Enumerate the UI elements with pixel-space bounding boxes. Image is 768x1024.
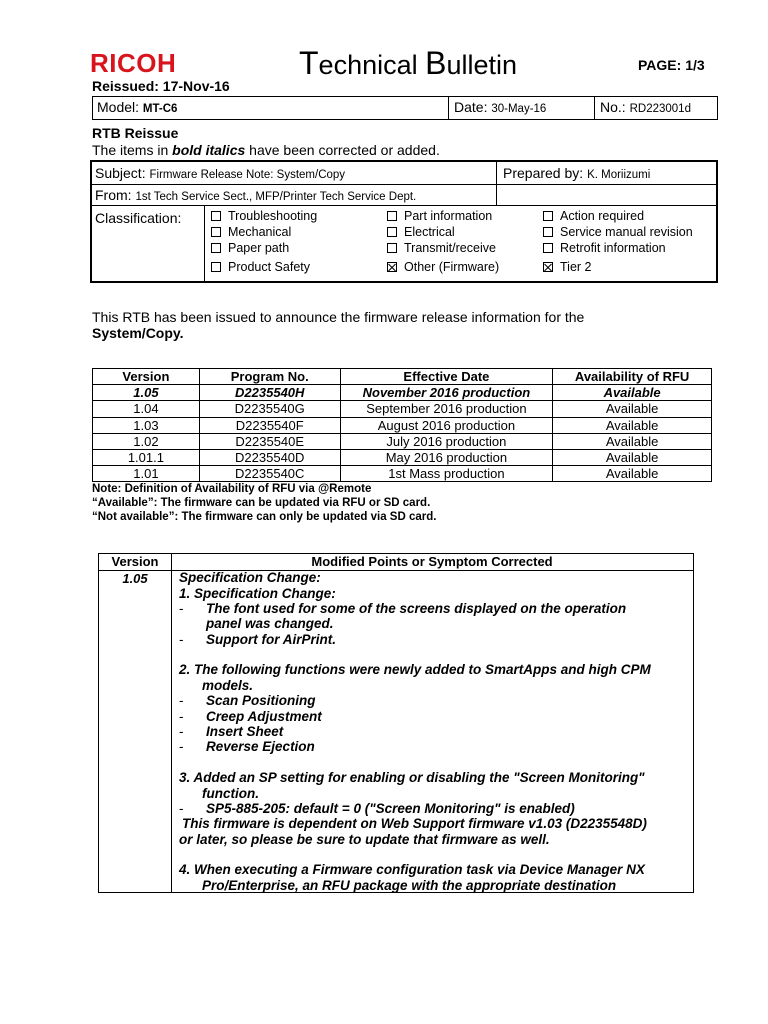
table-cell: Available — [553, 466, 712, 482]
header-modified-points: Modified Points or Symptom Corrected — [311, 554, 553, 569]
unchecked-box-icon — [543, 211, 553, 221]
point-3a: SP5-885-205: default = 0 ("Screen Monitoring" is enabled) — [206, 801, 575, 816]
checkbox-part-information — [387, 209, 492, 223]
dash: - — [179, 739, 184, 754]
checkbox-label: Product Safety — [228, 260, 310, 274]
unchecked-box-icon — [211, 262, 221, 272]
bulletin-number: No.: RD223001d — [600, 99, 691, 115]
prepared-by-field: Prepared by: K. Moriizumi — [503, 165, 651, 181]
checkbox-label: Part information — [404, 209, 493, 223]
table-cell: 1.02 — [93, 433, 200, 449]
point-2-cont: models. — [202, 678, 254, 693]
point-2a: Scan Positioning — [206, 693, 316, 708]
table-row — [93, 401, 712, 417]
dash: - — [179, 724, 184, 739]
checkbox-label: Retrofit information — [560, 241, 666, 255]
unchecked-box-icon — [543, 227, 553, 237]
page-number: PAGE: 1/3 — [638, 57, 705, 73]
table-cell: Available — [553, 449, 712, 465]
table-cell: D2235540E — [199, 433, 340, 449]
reissued-date: Reissued: 17-Nov-16 — [92, 78, 230, 94]
reissue-note: The items in bold italics have been corrected or added. — [92, 142, 440, 158]
modified-table-header — [99, 554, 693, 571]
table-cell: D2235540F — [199, 417, 340, 433]
unchecked-box-icon — [387, 227, 397, 237]
table-cell: May 2016 production — [340, 449, 553, 465]
rfu-note-title: Note: Definition of Availability of RFU via @Remote — [92, 483, 372, 495]
intro-text: This RTB has been issued to announce the firmware release information for the — [92, 309, 585, 325]
point-1a-cont: panel was changed. — [206, 616, 334, 631]
checkbox-label: Paper path — [228, 241, 290, 255]
dash: - — [179, 632, 184, 647]
table-cell: 1.05 — [93, 385, 200, 401]
table-cell: July 2016 production — [340, 433, 553, 449]
table-cell: November 2016 production — [340, 385, 553, 401]
table-cell: 1.03 — [93, 417, 200, 433]
checked-box-icon — [387, 262, 397, 272]
table-cell: D2235540D — [199, 449, 340, 465]
table-cell: Available — [553, 385, 712, 401]
table-cell: Available — [553, 433, 712, 449]
point-2: 2. The following functions were newly added to SmartApps and high CPM — [179, 662, 651, 677]
rfu-note-not-available: “Not available”: The firmware can only be updated via SD card. — [92, 511, 437, 523]
subject-field: Subject: Firmware Release Note: System/Copy — [95, 165, 346, 181]
point-3-dependency: This firmware is dependent on Web Support firmware v1.03 (D2235548D) — [182, 816, 647, 831]
checkbox-tier-2 — [543, 260, 592, 274]
point-1: 1. Specification Change: — [179, 586, 336, 601]
ricoh-logo: RICOH — [90, 48, 177, 78]
dash: - — [179, 601, 184, 616]
modified-version: 1.05 — [122, 571, 148, 586]
from-field: From: 1st Tech Service Sect., MFP/Printer Tech Service Dept. — [95, 187, 417, 203]
intro-product: System/Copy. — [92, 325, 184, 341]
checkbox-product-safety — [211, 260, 310, 274]
table-cell: D2235540G — [199, 401, 340, 417]
checkbox-label: Electrical — [404, 225, 455, 239]
checked-box-icon — [543, 262, 553, 272]
checkbox-label: Transmit/receive — [404, 241, 496, 255]
checkbox-action-required — [543, 209, 644, 223]
checkbox-label: Service manual revision — [560, 225, 693, 239]
checkbox-transmit-receive — [387, 241, 496, 255]
date-field: Date: 30-May-16 — [454, 99, 547, 115]
table-cell: 1.04 — [93, 401, 200, 417]
checkbox-mechanical — [211, 225, 291, 239]
page-title: Technical Bulletin — [299, 45, 518, 81]
table-cell: D2235540H — [199, 385, 340, 401]
table-cell: 1.01.1 — [93, 449, 200, 465]
column-header: Program No. — [199, 369, 340, 385]
column-header: Availability of RFU — [553, 369, 712, 385]
table-cell: D2235540C — [199, 466, 340, 482]
table-row — [93, 449, 712, 465]
table-row — [93, 385, 712, 401]
unchecked-box-icon — [211, 227, 221, 237]
point-3: 3. Added an SP setting for enabling or disabling the "Screen Monitoring" — [179, 770, 645, 785]
point-4-cont: Pro/Enterprise, an RFU package with the appropriate destination — [202, 878, 617, 893]
table-row — [93, 417, 712, 433]
table-cell: August 2016 production — [340, 417, 553, 433]
checkbox-electrical — [387, 225, 455, 239]
point-2d: Reverse Ejection — [206, 739, 315, 754]
table-cell: 1.01 — [93, 466, 200, 482]
point-1b: Support for AirPrint. — [206, 632, 336, 647]
checkbox-label: Tier 2 — [560, 260, 592, 274]
unchecked-box-icon — [387, 211, 397, 221]
dash: - — [179, 709, 184, 724]
unchecked-box-icon — [211, 243, 221, 253]
table-row — [93, 466, 712, 482]
column-header: Version — [93, 369, 200, 385]
unchecked-box-icon — [211, 211, 221, 221]
table-cell: Available — [553, 417, 712, 433]
model-field: Model: MT-C6 — [97, 99, 178, 115]
dash: - — [179, 693, 184, 708]
unchecked-box-icon — [387, 243, 397, 253]
table-cell: September 2016 production — [340, 401, 553, 417]
checkbox-paper-path — [211, 241, 289, 255]
point-2b: Creep Adjustment — [206, 709, 322, 724]
checkbox-service-manual-revision — [543, 225, 693, 239]
checkbox-retrofit-information — [543, 241, 666, 255]
checkbox-label: Other (Firmware) — [404, 260, 500, 274]
point-3-dependency-cont: or later, so please be sure to update that firmware as well. — [179, 832, 550, 847]
checkbox-other-firmware — [387, 260, 499, 274]
header-version: Version — [111, 554, 159, 569]
checkbox-label: Action required — [560, 209, 645, 223]
table-cell: Available — [553, 401, 712, 417]
column-header: Effective Date — [340, 369, 553, 385]
version-table — [92, 368, 712, 482]
dash: - — [179, 801, 184, 816]
point-1a: The font used for some of the screens displayed on the operation — [206, 601, 627, 616]
rfu-note-available: “Available”: The firmware can be updated via RFU or SD card. — [92, 497, 431, 509]
unchecked-box-icon — [543, 243, 553, 253]
reissue-heading: RTB Reissue — [92, 125, 179, 141]
checkbox-label: Mechanical — [228, 225, 292, 239]
spec-change-heading: Specification Change: — [179, 570, 321, 585]
point-2c: Insert Sheet — [206, 724, 284, 739]
classification-label: Classification: — [95, 210, 182, 226]
point-3-cont: function. — [202, 786, 259, 801]
checkbox-troubleshooting — [211, 209, 317, 223]
table-row — [93, 433, 712, 449]
table-cell: 1st Mass production — [340, 466, 553, 482]
point-4: 4. When executing a Firmware configuration task via Device Manager NX — [179, 862, 645, 877]
checkbox-label: Troubleshooting — [228, 209, 318, 223]
